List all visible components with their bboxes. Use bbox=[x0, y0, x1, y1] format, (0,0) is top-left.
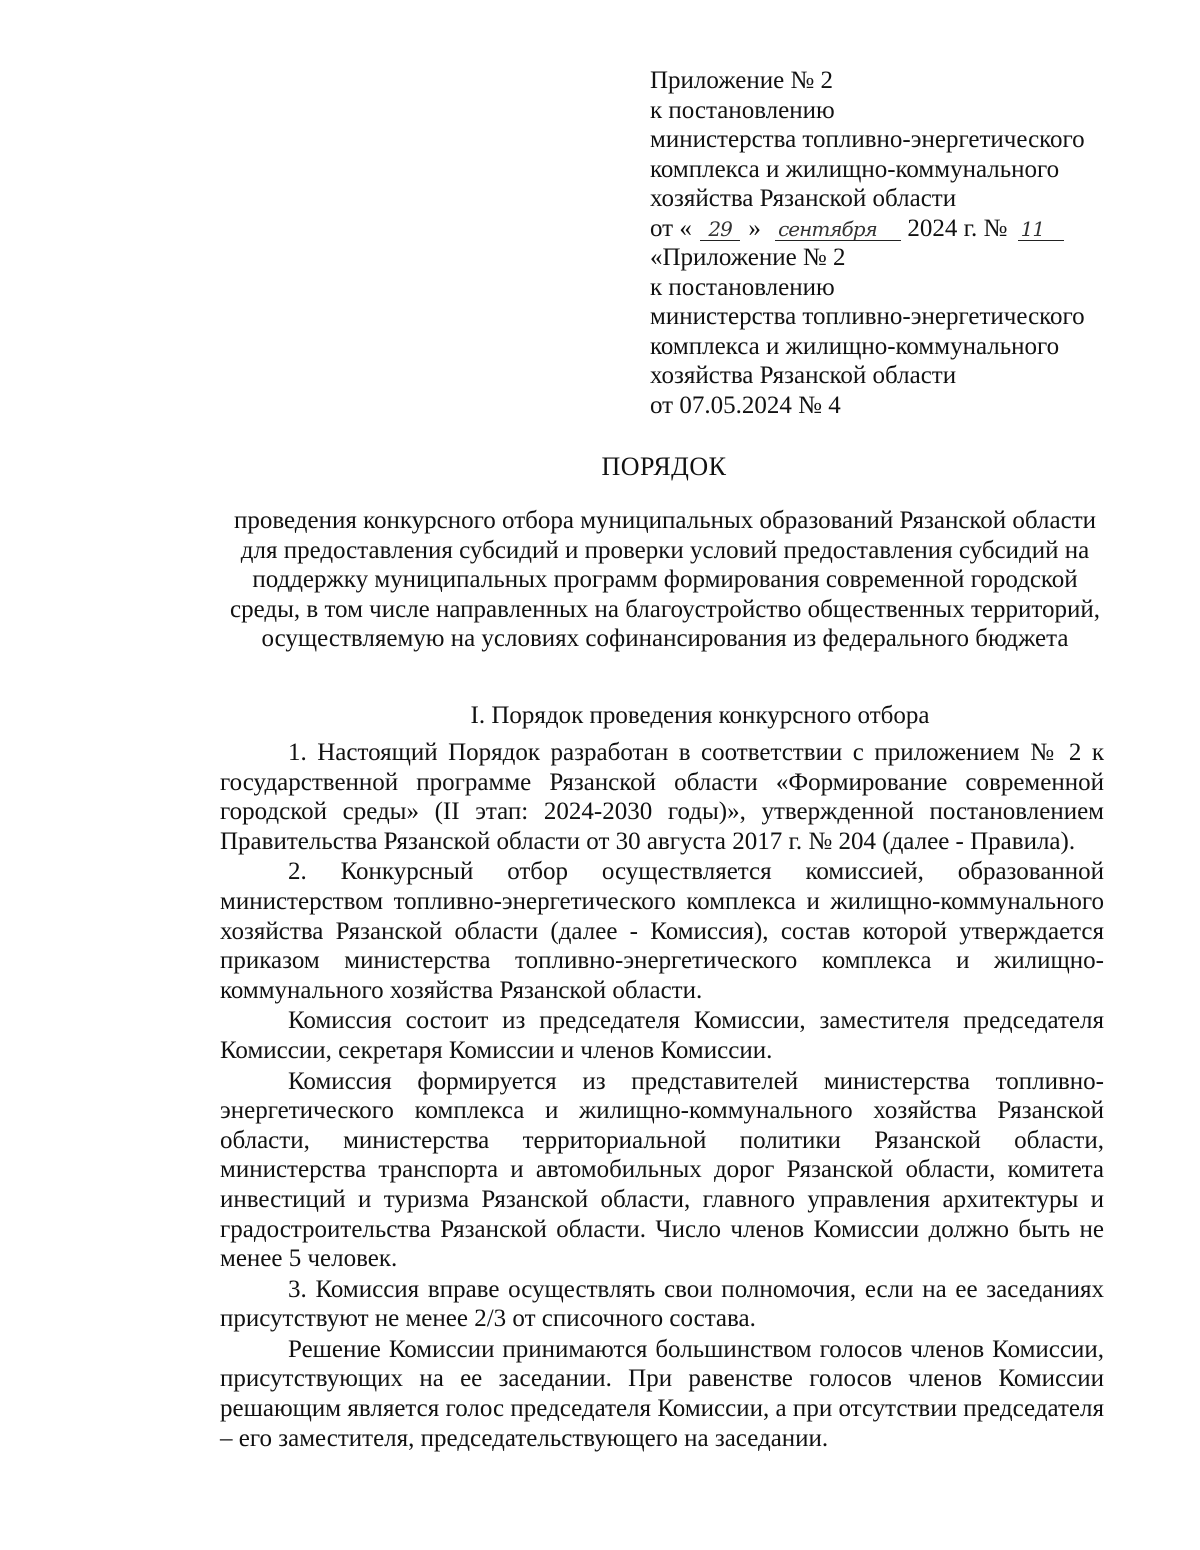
appendix-date-line bbox=[650, 214, 1150, 244]
handwritten-month: сентября bbox=[775, 218, 901, 241]
date-year: 2024 г. № bbox=[907, 214, 1008, 242]
date-prefix: от « bbox=[650, 214, 692, 242]
date-mid: » bbox=[748, 214, 761, 242]
appendix-line: к постановлению bbox=[650, 96, 835, 124]
original-appendix-line: министерства топливно-энергетического bbox=[650, 303, 1085, 330]
paragraph: Комиссия формируется из представителей министерства топливно-энергетического комплекса и жилищно-коммунального хозяйства Рязанской области, министерства территориальной политики Рязанской области, министерства транспорта и автомобильных дорог Рязанской области, комитета инвестиций и туризма Рязанской области, главного управления архитектуры и градостроительства Рязанской области. Число членов Комиссии должно быть не менее 5 человек. bbox=[220, 1067, 1104, 1273]
section-title: I. Порядок проведения конкурсного отбора bbox=[470, 702, 930, 729]
paragraph: 1. Настоящий Порядок разработан в соответствии с приложением № 2 к государственной программе Рязанской области «Формирование современной городской среды» (II этап: 2024-2030 годы)», утвержденной постановлением Правительства Рязанской области от 30 августа 2017 г. № 204 (далее - Правила). bbox=[220, 739, 1104, 855]
document-subtitle: проведения конкурсного отбора муниципальных образований Рязанской области для предоставления субсидий и проверки условий предоставления субсидий на поддержку муниципальных программ формирования современной городской среды, в том числе направленных на благоустройство общественных территорий, осуществляемую на условиях софинансирования из федерального бюджета bbox=[230, 507, 1100, 652]
original-appendix-line: «Приложение № 2 bbox=[650, 244, 846, 271]
paragraph: 3. Комиссия вправе осуществлять свои полномочия, если на ее заседаниях присутствуют не менее 2/3 от списочного состава. bbox=[220, 1275, 1104, 1333]
appendix-header bbox=[650, 66, 1150, 420]
paragraph: Комиссия состоит из председателя Комиссии, заместителя председателя Комиссии, секретаря Комиссии и членов Комиссии. bbox=[220, 1007, 1104, 1064]
original-appendix-line: от 07.05.2024 № 4 bbox=[650, 391, 841, 419]
appendix-line: министерства топливно-энергетического bbox=[650, 126, 1085, 153]
handwritten-day: 29 bbox=[700, 218, 740, 241]
appendix-line: Приложение № 2 bbox=[650, 67, 834, 94]
appendix-line: комплекса и жилищно-коммунального bbox=[650, 155, 1060, 183]
original-appendix-line: хозяйства Рязанской области bbox=[650, 362, 957, 389]
document-title: ПОРЯДОК bbox=[601, 452, 727, 481]
original-appendix-line: к постановлению bbox=[650, 273, 835, 301]
handwritten-number: 11 bbox=[1018, 218, 1064, 241]
paragraph: Решение Комиссии принимаются большинством голосов членов Комиссии, присутствующих на ее заседании. При равенстве голосов членов Комиссии решающим является голос председателя Комиссии, а при отсутствии председателя – его заместителя, председательствующего на заседании. bbox=[220, 1335, 1104, 1452]
body-text bbox=[220, 738, 1104, 1453]
original-appendix-line: комплекса и жилищно-коммунального bbox=[650, 332, 1060, 360]
paragraph: 2. Конкурсный отбор осуществляется комиссией, образованной министерством топливно-энергетического комплекса и жилищно-коммунального хозяйства Рязанской области (далее - Комиссия), состав которой утверждается приказом министерства топливно-энергетического комплекса и жилищно-коммунального хозяйства Рязанской области. bbox=[220, 858, 1104, 1004]
appendix-line: хозяйства Рязанской области bbox=[650, 185, 957, 212]
